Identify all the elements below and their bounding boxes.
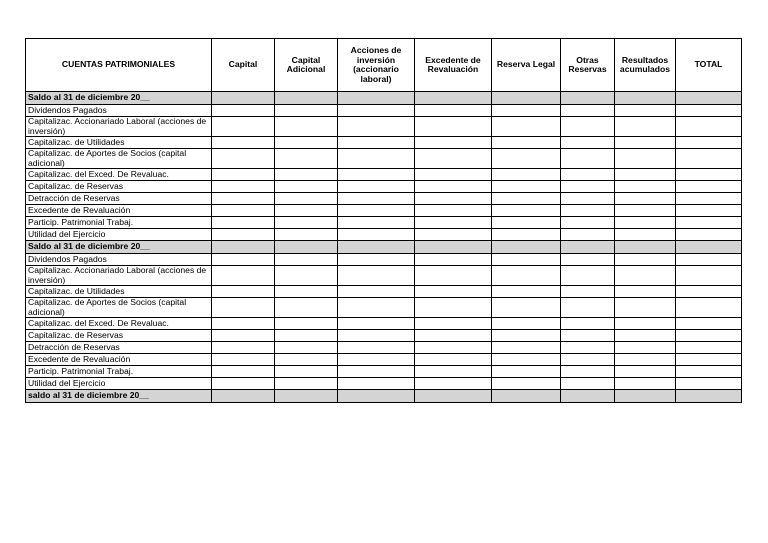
empty-cell [338,105,415,117]
row-label: Utilidad del Ejercicio [26,229,212,241]
table-row [26,286,742,298]
row-label: Particip. Patrimonial Trabaj. [26,366,212,378]
empty-cell [561,169,615,181]
empty-cell [615,390,676,403]
empty-cell [275,149,338,169]
empty-cell [415,105,492,117]
empty-cell [415,137,492,149]
empty-cell [275,254,338,266]
empty-cell [615,378,676,390]
empty-cell [676,149,742,169]
empty-cell [212,286,275,298]
empty-cell [492,342,561,354]
empty-cell [212,298,275,318]
empty-cell [676,354,742,366]
table-row [26,366,742,378]
row-label: Saldo al 31 de diciembre 20__ [26,241,212,254]
empty-cell [561,205,615,217]
table-row [26,137,742,149]
empty-cell [212,217,275,229]
empty-cell [676,318,742,330]
empty-cell [615,137,676,149]
empty-cell [676,366,742,378]
empty-cell [561,92,615,105]
row-label: Capitalizac. Accionariado Laboral (acciones de inversión) [26,117,212,137]
row-label: Dividendos Pagados [26,105,212,117]
table-row [26,318,742,330]
row-label: Capitalizac. de Aportes de Socios (capital adicional) [26,298,212,318]
empty-cell [415,229,492,241]
table-row [26,205,742,217]
empty-cell [561,318,615,330]
row-label: Excedente de Revaluación [26,354,212,366]
empty-cell [676,92,742,105]
empty-cell [275,241,338,254]
table-row [26,105,742,117]
table-row [26,229,742,241]
empty-cell [275,378,338,390]
empty-cell [275,105,338,117]
empty-cell [212,181,275,193]
empty-cell [338,193,415,205]
empty-cell [615,241,676,254]
empty-cell [561,298,615,318]
empty-cell [415,149,492,169]
empty-cell [492,92,561,105]
empty-cell [615,354,676,366]
empty-cell [615,254,676,266]
header-acciones-inversion: Acciones de inversión (accionario laboral) [338,39,415,92]
empty-cell [338,181,415,193]
empty-cell [676,193,742,205]
empty-cell [212,254,275,266]
empty-cell [275,169,338,181]
empty-cell [212,354,275,366]
empty-cell [415,366,492,378]
empty-cell [615,342,676,354]
empty-cell [212,117,275,137]
empty-cell [492,205,561,217]
empty-cell [275,92,338,105]
empty-cell [338,390,415,403]
header-row [26,39,742,92]
empty-cell [615,298,676,318]
header-cuentas-patrimoniales: CUENTAS PATRIMONIALES [26,39,212,92]
empty-cell [492,266,561,286]
empty-cell [676,342,742,354]
empty-cell [415,254,492,266]
empty-cell [615,169,676,181]
empty-cell [212,92,275,105]
empty-cell [212,137,275,149]
empty-cell [338,117,415,137]
header-excedente-revaluacion: Excedente de Revaluación [415,39,492,92]
table-row [26,117,742,137]
empty-cell [275,137,338,149]
balance-row [26,390,742,403]
row-label: Capitalizac. de Utilidades [26,137,212,149]
empty-cell [415,354,492,366]
empty-cell [492,298,561,318]
empty-cell [275,229,338,241]
empty-cell [492,390,561,403]
empty-cell [338,254,415,266]
empty-cell [615,330,676,342]
empty-cell [338,149,415,169]
empty-cell [275,390,338,403]
empty-cell [338,330,415,342]
header-capital: Capital [212,39,275,92]
row-label: Capitalizac. del Exced. De Revaluac. [26,318,212,330]
table-row [26,342,742,354]
row-label: Capitalizac. de Reservas [26,181,212,193]
empty-cell [615,117,676,137]
empty-cell [561,181,615,193]
table-row [26,149,742,169]
empty-cell [415,298,492,318]
empty-cell [615,366,676,378]
empty-cell [676,137,742,149]
empty-cell [338,205,415,217]
row-label: Capitalizac. de Utilidades [26,286,212,298]
empty-cell [615,286,676,298]
empty-cell [561,354,615,366]
empty-cell [561,266,615,286]
empty-cell [338,169,415,181]
empty-cell [676,266,742,286]
row-label: Detracción de Reservas [26,193,212,205]
empty-cell [415,330,492,342]
empty-cell [415,117,492,137]
empty-cell [561,342,615,354]
header-otras-reservas: Otras Reservas [561,39,615,92]
empty-cell [492,241,561,254]
header-reserva-legal: Reserva Legal [492,39,561,92]
empty-cell [338,366,415,378]
empty-cell [492,149,561,169]
empty-cell [676,229,742,241]
empty-cell [676,241,742,254]
empty-cell [338,378,415,390]
table-row [26,254,742,266]
empty-cell [212,366,275,378]
empty-cell [561,105,615,117]
empty-cell [212,149,275,169]
empty-cell [212,390,275,403]
empty-cell [275,298,338,318]
empty-cell [676,169,742,181]
empty-cell [615,205,676,217]
table-row [26,378,742,390]
empty-cell [615,229,676,241]
empty-cell [561,254,615,266]
table-row [26,298,742,318]
empty-cell [338,217,415,229]
empty-cell [561,193,615,205]
empty-cell [275,366,338,378]
empty-cell [615,149,676,169]
empty-cell [561,286,615,298]
table-row [26,169,742,181]
row-label: Capitalizac. de Reservas [26,330,212,342]
empty-cell [676,205,742,217]
empty-cell [338,229,415,241]
empty-cell [492,117,561,137]
equity-changes-table [25,38,742,403]
empty-cell [561,217,615,229]
empty-cell [676,298,742,318]
empty-cell [561,366,615,378]
empty-cell [415,318,492,330]
empty-cell [338,137,415,149]
empty-cell [212,342,275,354]
empty-cell [275,205,338,217]
empty-cell [492,330,561,342]
empty-cell [275,181,338,193]
empty-cell [676,117,742,137]
empty-cell [492,105,561,117]
row-label: saldo al 31 de diciembre 20__ [26,390,212,403]
empty-cell [492,169,561,181]
table-row [26,217,742,229]
empty-cell [212,169,275,181]
empty-cell [212,241,275,254]
empty-cell [492,217,561,229]
empty-cell [676,330,742,342]
empty-cell [275,342,338,354]
empty-cell [492,378,561,390]
empty-cell [492,354,561,366]
empty-cell [212,378,275,390]
row-label: Dividendos Pagados [26,254,212,266]
empty-cell [275,318,338,330]
empty-cell [415,378,492,390]
empty-cell [338,342,415,354]
empty-cell [615,193,676,205]
empty-cell [676,217,742,229]
empty-cell [415,286,492,298]
table-row [26,181,742,193]
empty-cell [492,229,561,241]
empty-cell [676,181,742,193]
row-label: Detracción de Reservas [26,342,212,354]
empty-cell [492,193,561,205]
empty-cell [338,298,415,318]
empty-cell [561,378,615,390]
table-row [26,354,742,366]
row-label: Excedente de Revaluación [26,205,212,217]
row-label: Capitalizac. Accionariado Laboral (acciones de inversión) [26,266,212,286]
empty-cell [212,229,275,241]
empty-cell [415,169,492,181]
empty-cell [615,318,676,330]
empty-cell [492,181,561,193]
empty-cell [275,193,338,205]
empty-cell [561,137,615,149]
table-row [26,193,742,205]
row-label: Capitalizac. de Aportes de Socios (capital adicional) [26,149,212,169]
empty-cell [561,229,615,241]
empty-cell [492,286,561,298]
empty-cell [561,117,615,137]
empty-cell [492,254,561,266]
empty-cell [415,266,492,286]
empty-cell [338,241,415,254]
header-total: TOTAL [676,39,742,92]
empty-cell [415,241,492,254]
empty-cell [415,217,492,229]
empty-cell [561,149,615,169]
balance-row [26,241,742,254]
empty-cell [615,105,676,117]
empty-cell [492,366,561,378]
empty-cell [338,318,415,330]
row-label: Utilidad del Ejercicio [26,378,212,390]
empty-cell [275,266,338,286]
empty-cell [275,217,338,229]
empty-cell [492,137,561,149]
empty-cell [561,330,615,342]
empty-cell [212,318,275,330]
header-resultados-acumulados: Resultados acumulados [615,39,676,92]
empty-cell [415,342,492,354]
empty-cell [275,286,338,298]
empty-cell [212,205,275,217]
empty-cell [561,390,615,403]
empty-cell [275,117,338,137]
empty-cell [615,92,676,105]
empty-cell [415,390,492,403]
empty-cell [338,354,415,366]
empty-cell [676,378,742,390]
empty-cell [492,318,561,330]
empty-cell [212,266,275,286]
empty-cell [615,217,676,229]
empty-cell [676,390,742,403]
empty-cell [415,205,492,217]
table-row [26,266,742,286]
empty-cell [676,254,742,266]
empty-cell [212,105,275,117]
empty-cell [212,193,275,205]
empty-cell [615,266,676,286]
empty-cell [561,241,615,254]
empty-cell [676,286,742,298]
empty-cell [338,286,415,298]
empty-cell [338,266,415,286]
empty-cell [415,193,492,205]
empty-cell [275,354,338,366]
empty-cell [615,181,676,193]
empty-cell [275,330,338,342]
balance-row [26,92,742,105]
empty-cell [212,330,275,342]
table-row [26,330,742,342]
header-capital-adicional: Capital Adicional [275,39,338,92]
empty-cell [415,181,492,193]
row-label: Saldo al 31 de diciembre 20__ [26,92,212,105]
empty-cell [676,105,742,117]
row-label: Particip. Patrimonial Trabaj. [26,217,212,229]
table-body [26,92,742,403]
row-label: Capitalizac. del Exced. De Revaluac. [26,169,212,181]
empty-cell [338,92,415,105]
empty-cell [415,92,492,105]
